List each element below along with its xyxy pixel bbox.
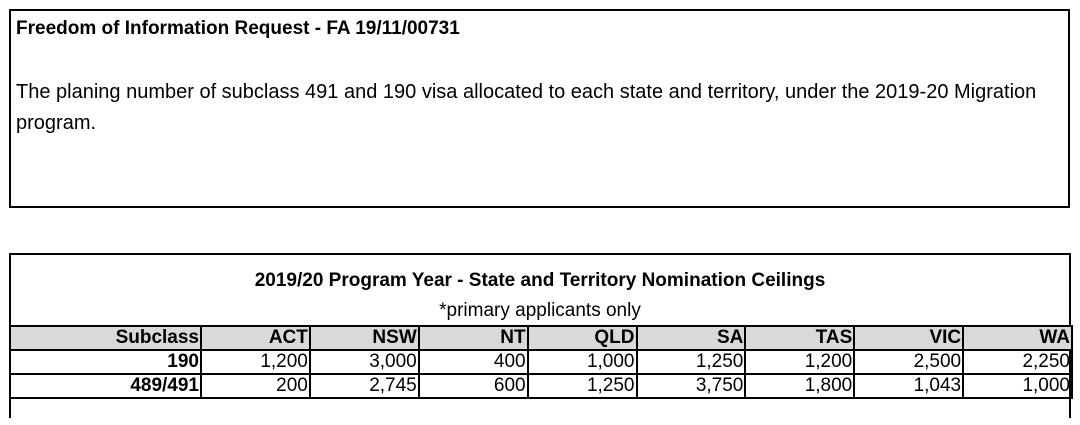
nomination-ceilings-title: 2019/20 Program Year - State and Territory Nomination Ceilings: [254, 270, 826, 291]
foi-request-box: [9, 9, 1070, 208]
foi-request-description: The planing number of subclass 491 and 190 visa allocated to each state and territory, under the 2019-20 Migration program.: [16, 81, 1037, 134]
table-cell: 1,250: [528, 374, 637, 398]
table-cell: 1,000: [963, 374, 1072, 398]
table-cell: 3,750: [637, 374, 746, 398]
table-cell: 2,500: [854, 350, 963, 374]
table-row: [10, 350, 1072, 374]
nomination-ceilings-panel: [9, 253, 1071, 418]
table-cell: 1,200: [201, 350, 310, 374]
table-cell: 400: [419, 350, 528, 374]
column-header-qld: QLD: [528, 326, 637, 350]
foi-request-title: Freedom of Information Request - FA 19/11/00731: [16, 18, 460, 39]
column-header-subclass: Subclass: [10, 326, 201, 350]
nomination-ceilings-subtitle: *primary applicants only: [439, 300, 641, 321]
column-header-tas: TAS: [745, 326, 854, 350]
column-header-sa: SA: [637, 326, 746, 350]
table-cell: 1,043: [854, 374, 963, 398]
row-subclass-cell: 489/491: [10, 374, 201, 398]
column-header-act: ACT: [201, 326, 310, 350]
column-header-vic: VIC: [854, 326, 963, 350]
column-header-nsw: NSW: [310, 326, 419, 350]
column-header-nt: NT: [419, 326, 528, 350]
nomination-ceilings-table: [9, 325, 1073, 399]
table-cell: 600: [419, 374, 528, 398]
table-cell: 1,200: [745, 350, 854, 374]
table-header-row: [10, 326, 1072, 350]
column-header-wa: WA: [963, 326, 1072, 350]
table-cell: 1,800: [745, 374, 854, 398]
table-row: [10, 374, 1072, 398]
table-cell: 2,745: [310, 374, 419, 398]
table-cell: 2,250: [963, 350, 1072, 374]
row-subclass-cell: 190: [10, 350, 201, 374]
table-cell: 200: [201, 374, 310, 398]
table-cell: 1,250: [637, 350, 746, 374]
table-cell: 1,000: [528, 350, 637, 374]
table-cell: 3,000: [310, 350, 419, 374]
